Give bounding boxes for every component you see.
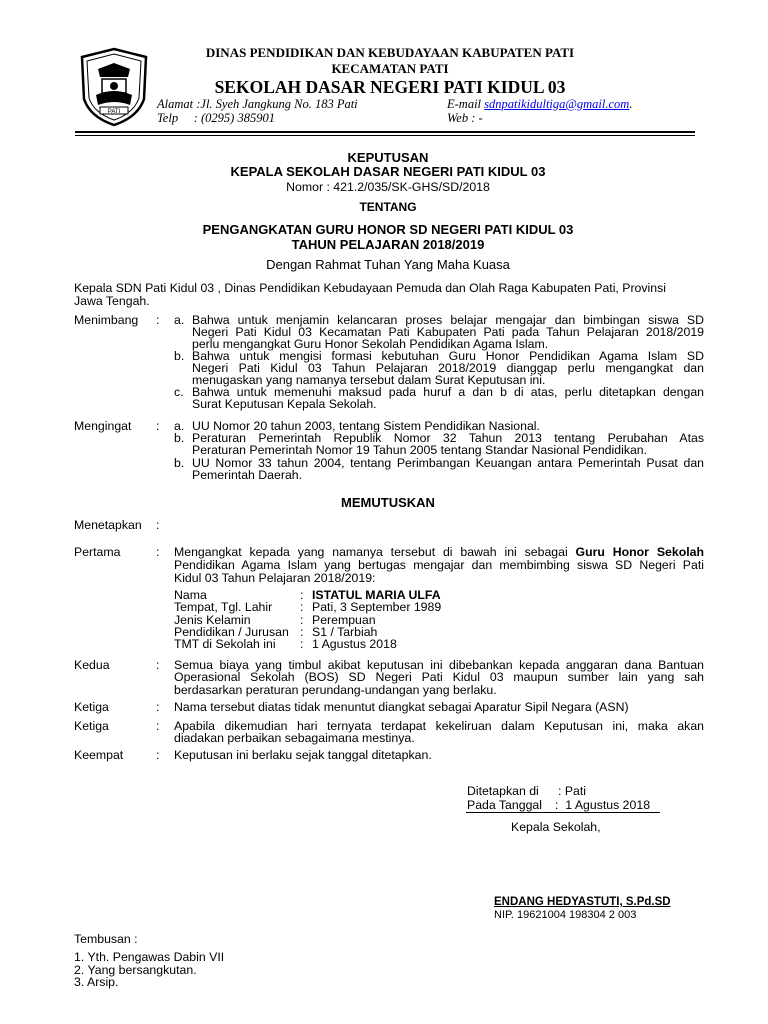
signatory-nip: NIP. 19621004 198304 2 003 <box>494 909 637 921</box>
ditetapkan-value: : Pati <box>558 784 587 798</box>
kepala-sekolah-label: Kepala Sekolah, <box>511 820 601 834</box>
mengingat-item-line: Peraturan Pemerintah Nomor 19 Tahun 2005 tentang Standar Nasional Pendidikan. <box>192 443 648 458</box>
field-colon: : <box>300 600 304 615</box>
ketiga1-colon: : <box>156 700 160 714</box>
tembusan-item: 3. Arsip. <box>74 975 119 989</box>
kedua-line: Operasional Sekolah (BOS) SD Negeri Pati Kidul 03 maupun sumber lain yang sah <box>174 670 704 685</box>
menimbang-item-line: Negeri Pati Kidul 03 Tahun Pelajaran 2018/2019 dianggap perlu mengangkat dan <box>192 361 704 376</box>
ketiga1-label: Ketiga <box>74 700 109 714</box>
tembusan-item: 1. Yth. Pengawas Dabin VII <box>74 950 225 964</box>
menimbang-colon: : <box>156 313 160 327</box>
tembusan-item: 2. Yang bersangkutan. <box>74 962 197 977</box>
pertama-role: Guru Honor Sekolah <box>575 545 704 559</box>
mengingat-letter: b. <box>174 455 185 470</box>
decree-title: KEPUTUSAN <box>347 150 429 165</box>
signatory-name: ENDANG HEDYASTUTI, S.Pd.SD <box>494 896 671 908</box>
mengingat-letter: b. <box>174 431 185 446</box>
kedua-line: Semua biaya yang timbul akibat keputusan ini dibebankan kepada anggaran dana Bantuan <box>174 658 704 672</box>
kop-agency: DINAS PENDIDIKAN DAN KEBUDAYAAN KABUPATEN PATI <box>205 45 575 60</box>
mengingat-letter: a. <box>174 419 185 433</box>
field-colon: : <box>300 624 304 639</box>
field-label: Nama <box>174 588 207 602</box>
field-value: 1 Agustus 2018 <box>312 637 397 652</box>
decree-subtitle: KEPALA SEKOLAH DASAR NEGERI PATI KIDUL 03 <box>230 164 546 179</box>
ketiga1-line: Nama tersebut diatas tidak menuntut diangkat sebagai Aparatur Sipil Negara (ASN) <box>174 700 629 714</box>
mengingat-item-line: Peraturan Pemerintah Republik Nomor 32 Tahun 2013 tentang Perubahan Atas <box>192 431 704 446</box>
field-value: S1 / Tarbiah <box>312 624 378 639</box>
school-logo <box>78 47 150 127</box>
pertama-colon: : <box>156 545 160 559</box>
kedua-colon: : <box>156 658 160 672</box>
mengingat-item-line: UU Nomor 33 tahun 2004, tentang Perimbangan Keuangan antara Pemerintah Pusat dan <box>192 455 704 470</box>
intro-line2: Jawa Tengah. <box>74 294 150 308</box>
intro-line1: Kepala SDN Pati Kidul 03 , Dinas Pendidikan Kebudayaan Pemuda dan Olah Raga Kabupaten Pati, Provinsi <box>74 281 666 295</box>
menimbang-item-line: perlu mengangkat Guru Honor Sekolah Pendidikan Agama Islam. <box>192 336 549 351</box>
ditetapkan-label: Ditetapkan di <box>467 784 539 798</box>
memutuskan-heading: MEMUTUSKAN <box>341 495 435 510</box>
tanggal-label: Pada Tanggal <box>467 798 542 812</box>
field-label: TMT di Sekolah ini <box>174 637 276 652</box>
menimbang-letter: a. <box>174 313 185 327</box>
kedua-label: Kedua <box>74 658 110 672</box>
kop-alamat: Alamat :Jl. Syeh Jangkung No. 183 Pati <box>157 97 358 111</box>
keempat-line: Keputusan ini berlaku sejak tanggal ditetapkan. <box>174 748 432 762</box>
ketiga2-label: Ketiga <box>74 719 109 733</box>
menetapkan-colon: : <box>156 518 160 532</box>
tanggal-value: : 1 Agustus 2018 <box>555 798 651 812</box>
menetapkan-label: Menetapkan <box>74 518 142 532</box>
field-label: Jenis Kelamin <box>174 612 251 627</box>
kop-rule-thin <box>75 135 695 136</box>
ketiga2-line: diadakan perbaikan sebagaimana mestinya. <box>174 731 415 746</box>
mengingat-label: Mengingat <box>74 419 132 433</box>
tembusan-label: Tembusan : <box>74 932 138 946</box>
email-link[interactable]: sdnpatikidultiga@gmail.com <box>484 97 630 111</box>
keempat-label: Keempat <box>74 748 124 762</box>
menimbang-item-line: Surat Keputusan Kepala Sekolah. <box>192 397 377 412</box>
menimbang-label: Menimbang <box>74 313 139 327</box>
menimbang-item-line: Bahwa untuk mengisi formasi kebutuhan Guru Honor Pendidikan Agama Islam SD <box>192 349 704 364</box>
mengingat-colon: : <box>156 419 160 433</box>
field-colon: : <box>300 637 304 652</box>
rahmat-line: Dengan Rahmat Tuhan Yang Maha Kuasa <box>266 257 510 272</box>
decree-number: Nomor : 421.2/035/SK-GHS/SD/2018 <box>286 180 490 194</box>
kop-district: KECAMATAN PATI <box>331 61 449 76</box>
menimbang-letter: c. <box>174 385 184 400</box>
field-colon: : <box>300 588 304 602</box>
field-label: Pendidikan / Jurusan <box>174 624 289 639</box>
kop-email: E-mail sdnpatikidultiga@gmail.com. <box>447 97 633 111</box>
menimbang-item-line: Bahwa untuk memenuhi maksud pada huruf a dan b di atas, perlu ditetapkan dengan <box>192 385 704 400</box>
pertama-line1: Mengangkat kepada yang namanya tersebut di bawah ini sebagai Guru Honor Sekolah <box>174 545 704 559</box>
field-label: Tempat, Tgl. Lahir <box>174 600 273 615</box>
field-colon: : <box>300 612 304 627</box>
field-value: Pati, 3 September 1989 <box>312 600 442 615</box>
pertama-label: Pertama <box>74 545 121 559</box>
mengingat-item-line: UU Nomor 20 tahun 2003, tentang Sistem Pendidikan Nasional. <box>192 419 540 433</box>
pertama-line2: Pendidikan Agama Islam yang bertugas mengajar dan membimbing siswa SD Negeri Pati <box>174 558 704 572</box>
menimbang-item-line: Bahwa untuk menjamin kelancaran proses belajar mengajar dan bimbingan siswa SD <box>192 313 704 327</box>
appointee-name: ISTATUL MARIA ULFA <box>312 588 441 602</box>
ketiga2-colon: : <box>156 719 160 733</box>
kop-telp: Telp : (0295) 385901 <box>157 111 275 125</box>
ketiga2-line: Apabila dikemudian hari ternyata terdapat kekeliruan dalam Keputusan ini, maka akan <box>174 719 704 733</box>
kop-rule-thick <box>75 131 695 133</box>
tentang-heading: TENTANG <box>359 200 417 214</box>
mengingat-item-line: Pemerintah Daerah. <box>192 467 303 482</box>
menimbang-item-line: Negeri Pati Kidul 03 Kecamatan Pati Kabupaten Pati pada Tahun Pelajaran 2018/2019 <box>192 324 704 339</box>
field-value: Perempuan <box>312 612 376 627</box>
date-underline <box>466 812 660 813</box>
kop-web: Web : - <box>447 111 483 125</box>
topic-line2: TAHUN PELAJARAN 2018/2019 <box>291 237 485 252</box>
keempat-colon: : <box>156 748 160 762</box>
menimbang-letter: b. <box>174 349 185 364</box>
topic-line1: PENGANGKATAN GURU HONOR SD NEGERI PATI KIDUL 03 <box>202 222 574 237</box>
pertama-line3: Kidul 03 Tahun Pelajaran 2018/2019: <box>174 571 376 585</box>
kedua-line: berdasarkan peraturan perundang-undangan yang berlaku. <box>174 682 497 697</box>
menimbang-item-line: menugaskan yang namanya tersebut dalam Surat Keputusan ini. <box>192 373 546 387</box>
logo-text: PATI <box>107 109 121 115</box>
kop-school-name: SEKOLAH DASAR NEGERI PATI KIDUL 03 <box>214 77 566 97</box>
